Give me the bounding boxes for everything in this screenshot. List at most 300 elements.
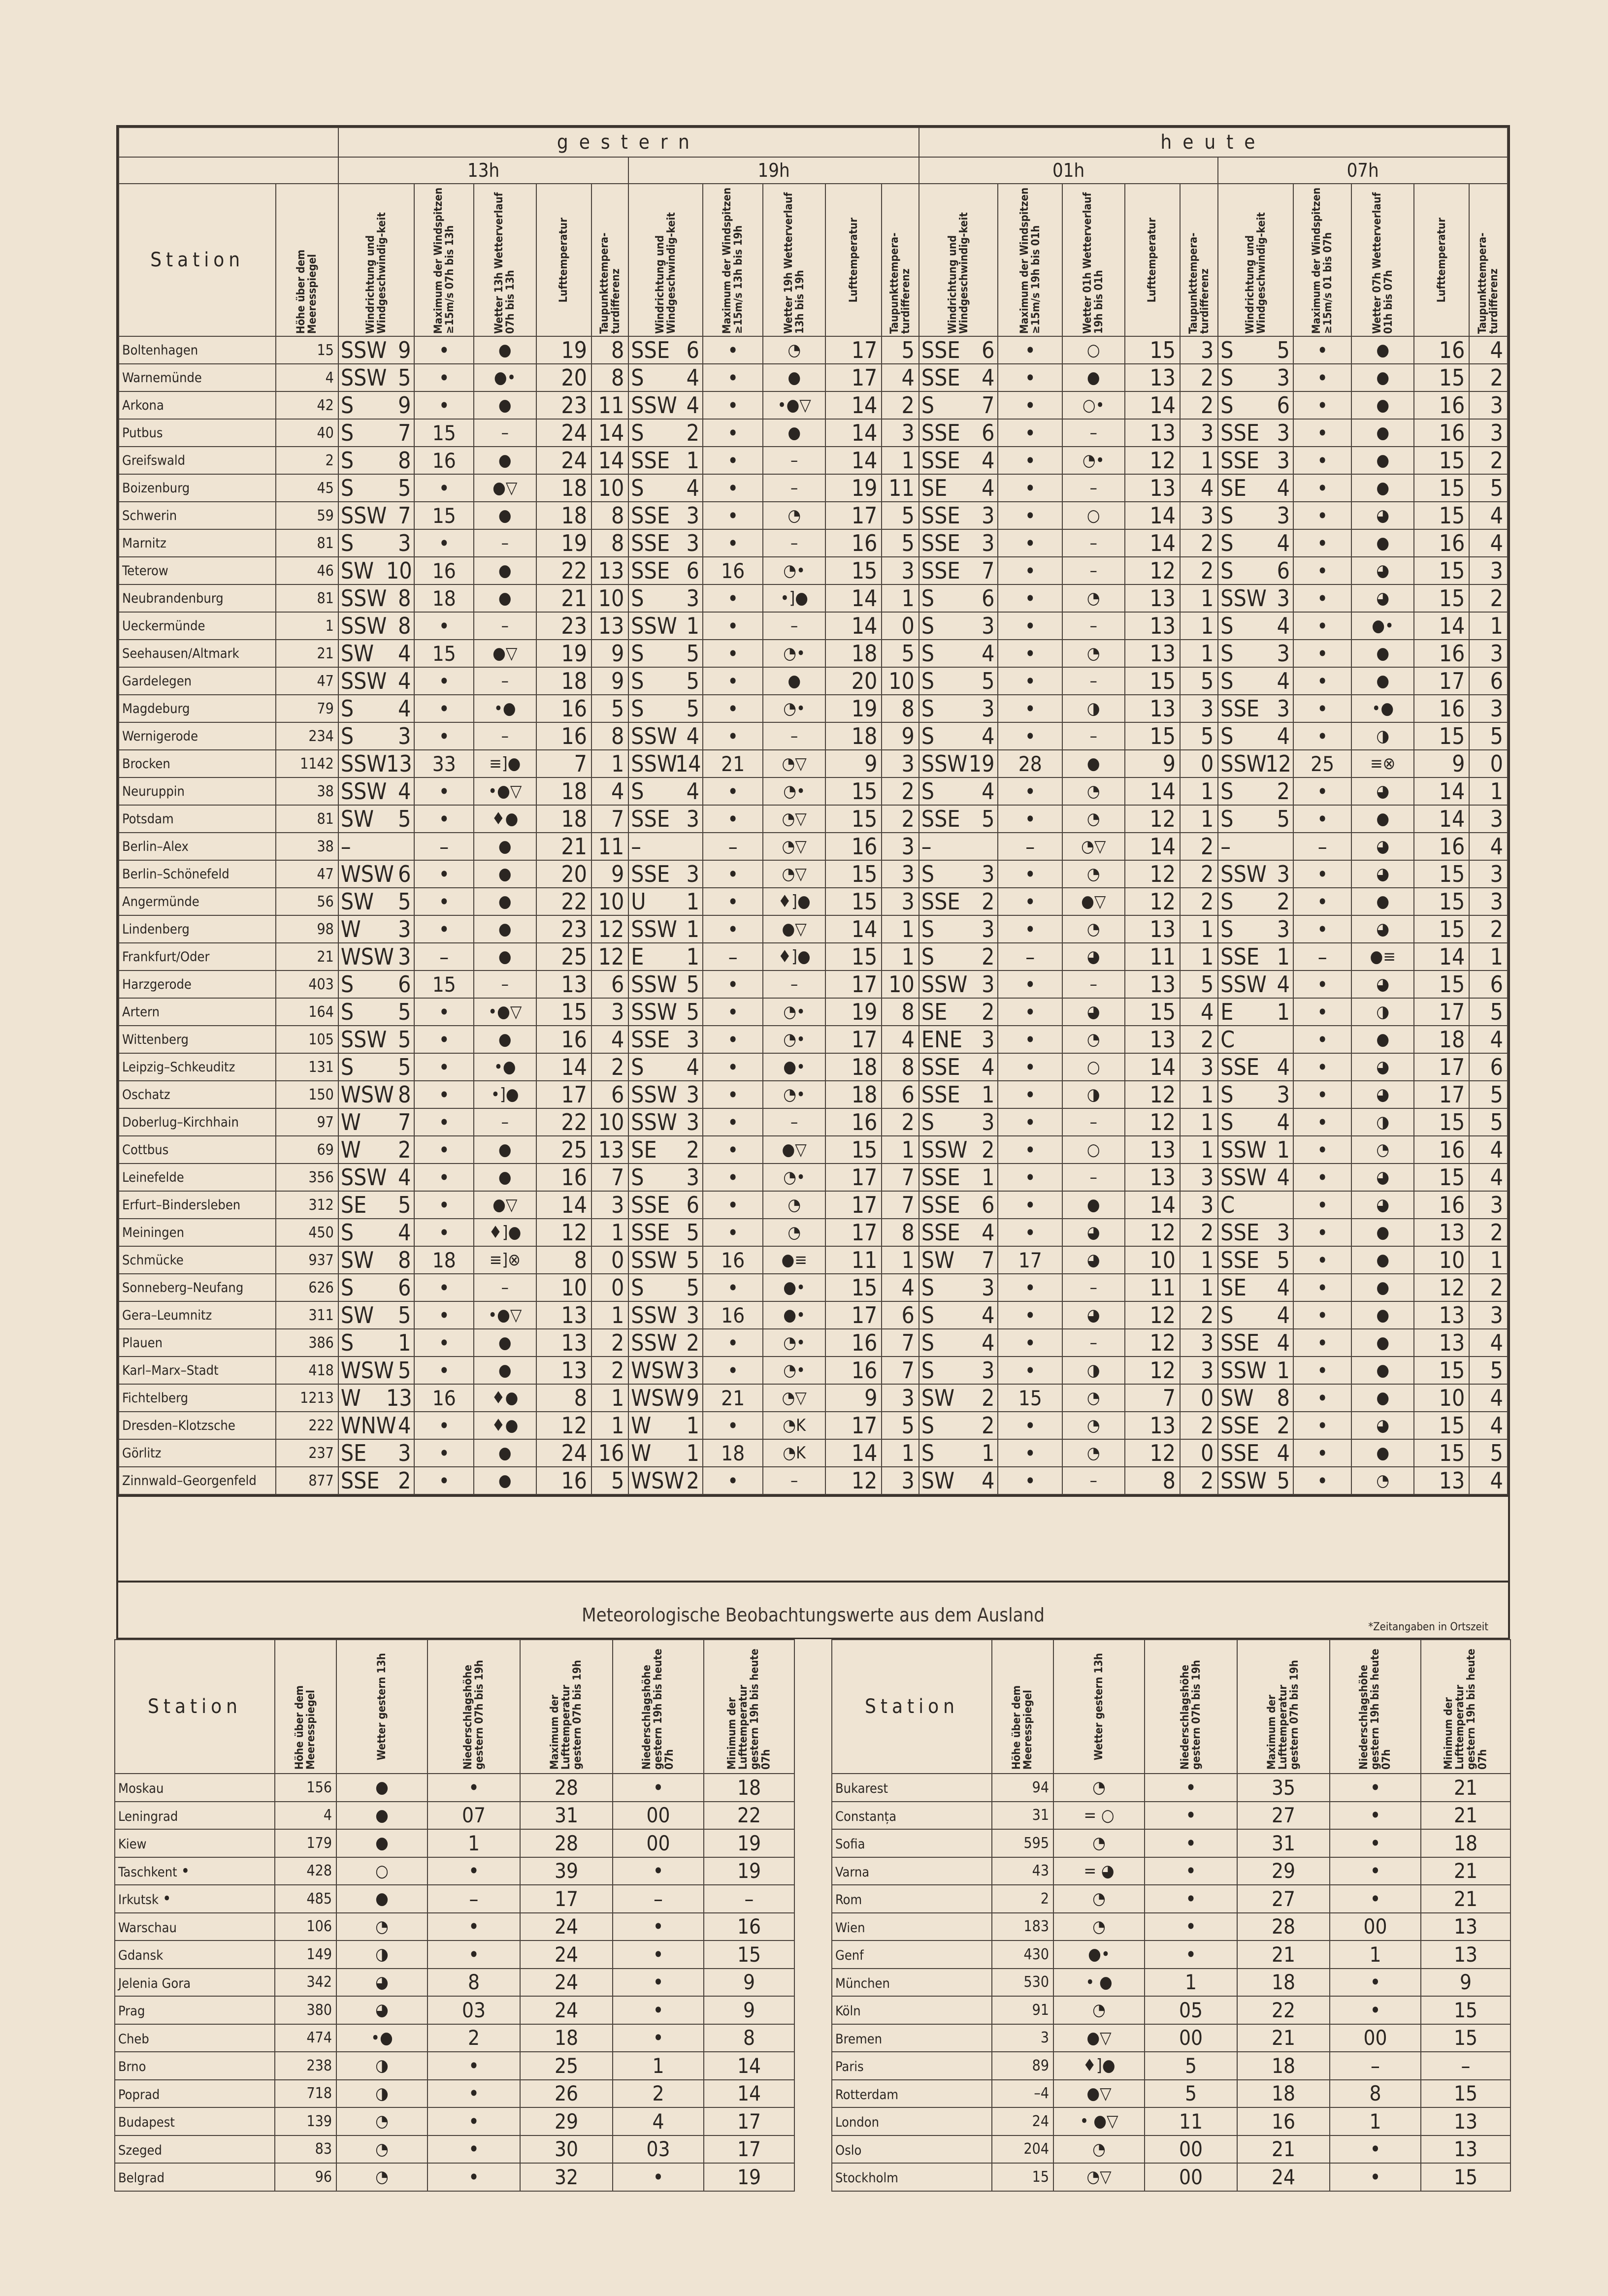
wind-19h: [628, 529, 703, 557]
foreign-precip-day: 11: [1145, 2107, 1237, 2135]
wind-01h: [919, 419, 998, 447]
foreign-min-temp: –: [704, 1885, 794, 1913]
temp-13h: 13: [536, 970, 591, 998]
wind-speed: 5: [1277, 806, 1290, 832]
dew-07h: 5: [1469, 1439, 1508, 1467]
foreign-weather: ●•: [1053, 1940, 1145, 1969]
wind-19h: [628, 1357, 703, 1384]
wind-direction: S: [921, 1357, 935, 1384]
wind-direction: SSW: [631, 916, 677, 942]
dew-01h: 5: [1180, 722, 1218, 750]
gust-01h: •: [998, 612, 1062, 640]
weather-13h: –: [474, 529, 536, 557]
wind-direction: S: [1220, 1302, 1234, 1328]
foreign-min-temp: 14: [704, 2052, 794, 2080]
station-height: 47: [276, 667, 338, 695]
weather-19h: ◔•: [763, 998, 825, 1026]
foreign-station-label: Constanța: [835, 1809, 897, 1824]
wind-direction: S: [1220, 778, 1234, 805]
temp-07h: 13: [1414, 1219, 1469, 1246]
wind-direction: S: [340, 420, 354, 446]
wind-speed: 3: [1277, 1219, 1290, 1246]
dew-19h: 3: [882, 833, 919, 860]
wind-direction: SSW: [340, 337, 387, 363]
dew-19h: 3: [882, 419, 919, 447]
wind-speed: 4: [686, 778, 699, 805]
gust-01h: –: [998, 943, 1062, 970]
wind-direction: S: [631, 475, 644, 501]
foreign-station-height: 96: [275, 2163, 336, 2191]
weather-07h: ●: [1351, 364, 1414, 391]
station-name: Sonneberg–Neufang: [119, 1274, 276, 1301]
foreign-precip-night: •: [613, 1969, 704, 1997]
temp-07h: 15: [1414, 1357, 1469, 1384]
wind-direction: S: [631, 1164, 644, 1191]
weather-13h: ♦●: [474, 1384, 536, 1412]
weather-01h: ●: [1062, 750, 1125, 777]
dew-01h: 1: [1180, 943, 1218, 970]
gust-01h: •: [998, 584, 1062, 612]
station-height: 237: [276, 1439, 338, 1467]
wind-07h: [1218, 1439, 1293, 1467]
temp-07h: 16: [1414, 529, 1469, 557]
foreign-station-label: Bremen: [835, 2031, 883, 2047]
wind-01h: [919, 998, 998, 1026]
foreign-weather: ◔: [336, 2163, 427, 2191]
foreign-station-name: [832, 2052, 992, 2080]
dew-13h: 1: [591, 1384, 628, 1412]
station-name: Berlin–Schönefeld: [119, 860, 276, 888]
gust-07h: •: [1293, 447, 1351, 474]
wind-speed: 7: [398, 502, 411, 529]
station-row: [119, 584, 1508, 612]
dew-07h: 4: [1469, 502, 1508, 529]
weather-19h: ◔•: [763, 695, 825, 722]
weather-07h: ●•: [1351, 612, 1414, 640]
weather-07h: ◕: [1351, 557, 1414, 584]
dew-19h: 9: [882, 722, 919, 750]
weather-07h: ◕: [1351, 584, 1414, 612]
foreign-station-header-2: Station: [832, 1640, 992, 1774]
foreign-weather: ●: [336, 1829, 427, 1857]
wind-13h: [338, 336, 415, 364]
wind-speed: 5: [398, 888, 411, 915]
wind-19h: [628, 750, 703, 777]
temp-13h: 25: [536, 1136, 591, 1164]
wind-direction: SSE: [921, 364, 960, 391]
weather-07h: ◕: [1351, 502, 1414, 529]
wind-direction: SW: [921, 1467, 954, 1494]
wind-direction: SSE: [921, 1192, 960, 1218]
gust-01h: •: [998, 915, 1062, 943]
temp-13h: 18: [536, 667, 591, 695]
temp-07h: 16: [1414, 391, 1469, 419]
wind-speed: 4: [1277, 530, 1290, 556]
station-name: Plauen: [119, 1329, 276, 1357]
wind-07h: [1218, 1108, 1293, 1136]
station-name: Cottbus: [119, 1136, 276, 1164]
wind-speed: 5: [398, 1192, 411, 1218]
station-height: 38: [276, 833, 338, 860]
foreign-station-label: Stockholm: [835, 2170, 898, 2186]
wind-direction: S: [1220, 668, 1234, 694]
wind-speed: 4: [1277, 971, 1290, 998]
gust-19h: •: [703, 1164, 763, 1191]
foreign-max-temp: 24: [520, 1913, 613, 1941]
foreign-precip-day: 1: [1145, 1969, 1237, 1997]
wind-07h: [1218, 1219, 1293, 1246]
weather-19h: ●▽: [763, 1136, 825, 1164]
station-height: 45: [276, 474, 338, 502]
dew-01h: 3: [1180, 1191, 1218, 1219]
weather-07h: ●: [1351, 336, 1414, 364]
wind-19h: [628, 1081, 703, 1108]
foreign-precip-day: 00: [1145, 2135, 1237, 2164]
wind-01h: [919, 529, 998, 557]
dew-13h: 16: [591, 1439, 628, 1467]
wind-speed: 6: [398, 971, 411, 998]
gust-19h-header: Maximum der Windspitzen ≥15m/s 13h bis 19h: [721, 187, 745, 334]
weather-07h: •●: [1351, 695, 1414, 722]
station-height: 626: [276, 1274, 338, 1301]
wind-direction: W: [340, 916, 361, 942]
gust-07h: •: [1293, 1301, 1351, 1329]
foreign-precip-night: •: [1330, 1829, 1421, 1857]
wind-direction: SSE: [1220, 1219, 1259, 1246]
foreign-station-label: Irkutsk: [118, 1892, 159, 1908]
station-name: Brocken: [119, 750, 276, 777]
station-height: 150: [276, 1081, 338, 1108]
wind-13h: [338, 1357, 415, 1384]
dew-07h: 6: [1469, 970, 1508, 998]
foreign-station-label: Brno: [118, 2059, 146, 2075]
wind-speed: 2: [982, 1412, 995, 1439]
wind-direction: SE: [340, 1192, 367, 1218]
wind-01h: [919, 860, 998, 888]
wind-direction: S: [631, 585, 644, 612]
wind-direction: SSW: [631, 1329, 677, 1356]
temp-07h: 13: [1414, 1301, 1469, 1329]
temp-19h: 15: [825, 943, 882, 970]
wind-07h: [1218, 1384, 1293, 1412]
dew-19h: 8: [882, 695, 919, 722]
gust-13h: •: [414, 1467, 474, 1494]
wind-direction: SW: [340, 806, 374, 832]
foreign-precip-day: –: [427, 1885, 520, 1913]
foreign-station-name: [832, 1940, 992, 1969]
station-row: [119, 364, 1508, 391]
foreign-station-height: 183: [992, 1913, 1053, 1941]
dew-19h: 10: [882, 667, 919, 695]
temp-13h: 14: [536, 1191, 591, 1219]
wind-speed: 7: [982, 1247, 995, 1273]
wind-01h: [919, 1439, 998, 1467]
gust-01h: •: [998, 1274, 1062, 1301]
temp-13h-header: Lufttemperatur: [558, 217, 570, 303]
foreign-min-temp: 17: [704, 2135, 794, 2164]
weather-13h: –: [474, 722, 536, 750]
weather-07h: ●: [1351, 447, 1414, 474]
dew-19h: 3: [882, 888, 919, 915]
wind-direction: S: [921, 585, 935, 612]
foreign-weather: = ○: [1053, 1802, 1145, 1830]
station-row: [119, 860, 1508, 888]
gust-13h: •: [414, 1274, 474, 1301]
weather-01h: ◑: [1062, 1081, 1125, 1108]
gust-13h: •: [414, 1081, 474, 1108]
wind-01h: [919, 943, 998, 970]
wind-direction: SSE: [921, 337, 960, 363]
dew-01h: 3: [1180, 502, 1218, 529]
gust-19h: •: [703, 584, 763, 612]
wind-13h: [338, 557, 415, 584]
foreign-station-height: 89: [992, 2052, 1053, 2080]
dew-19h: 0: [882, 612, 919, 640]
wind-speed: 5: [398, 806, 411, 832]
gust-19h: •: [703, 722, 763, 750]
wind-speed: 5: [982, 806, 995, 832]
dew-13h: 12: [591, 915, 628, 943]
temp-07h: 15: [1414, 722, 1469, 750]
weather-01h-header: Wetter 01h Wetterverlauf 19h bis 01h: [1082, 192, 1106, 334]
station-height: 81: [276, 584, 338, 612]
weather-19h: ◔: [763, 1191, 825, 1219]
foreign-max-temp: 24: [520, 1969, 613, 1997]
temp-07h: 15: [1414, 447, 1469, 474]
wind-19h: [628, 1246, 703, 1274]
weather-07h: ●: [1351, 888, 1414, 915]
weather-07h: ●: [1351, 1357, 1414, 1384]
wind-speed: 4: [1277, 1302, 1290, 1328]
wind-speed: 6: [982, 420, 995, 446]
dew-01h: 2: [1180, 1412, 1218, 1439]
foreign-precip-night: –: [613, 1885, 704, 1913]
wind-speed: 3: [686, 1081, 699, 1108]
temp-01h-header: Lufttemperatur: [1146, 217, 1159, 303]
weather-13h: ●: [474, 915, 536, 943]
temp-13h: 8: [536, 1246, 591, 1274]
dew-01h: 3: [1180, 1164, 1218, 1191]
temp-07h: 10: [1414, 1384, 1469, 1412]
weather-07h: ●: [1351, 640, 1414, 667]
temp-01h: 14: [1125, 777, 1180, 805]
gust-01h: •: [998, 447, 1062, 474]
temp-07h: 15: [1414, 1164, 1469, 1191]
dew-19h: 1: [882, 1439, 919, 1467]
foreign-weather: ◔: [1053, 1913, 1145, 1941]
weather-13h: ●: [474, 447, 536, 474]
gust-19h: •: [703, 640, 763, 667]
wind-19h: [628, 1136, 703, 1164]
foreign-station-label: Belgrad: [118, 2170, 165, 2186]
temp-07h: 10: [1414, 1246, 1469, 1274]
wind-01h: [919, 612, 998, 640]
wind-13h: [338, 1136, 415, 1164]
gust-19h: •: [703, 1274, 763, 1301]
dew-13h: 3: [591, 1191, 628, 1219]
foreign-weather: ◔: [1053, 1885, 1145, 1913]
gust-01h: •: [998, 805, 1062, 833]
dew-01h: 2: [1180, 391, 1218, 419]
gust-13h: •: [414, 1301, 474, 1329]
weather-19h: ●•: [763, 1053, 825, 1081]
weather-19h: ◔•: [763, 1329, 825, 1357]
gust-13h: •: [414, 1329, 474, 1357]
wind-direction: S: [631, 695, 644, 722]
dew-01h: 2: [1180, 833, 1218, 860]
foreign-weather: ◑: [336, 2080, 427, 2108]
weather-07h: ●: [1351, 1329, 1414, 1357]
weather-07h: ◕: [1351, 1412, 1414, 1439]
weather-19h: –: [763, 474, 825, 502]
wind-speed: 4: [398, 778, 411, 805]
foreign-weather: ◔: [336, 1913, 427, 1941]
weather-13h: ≡]●: [474, 750, 536, 777]
gust-01h: •: [998, 529, 1062, 557]
foreign-max-temp: 24: [520, 1940, 613, 1969]
temp-01h: 13: [1125, 640, 1180, 667]
foreign-min-temp: 21: [1421, 1885, 1510, 1913]
wind-19h-header: Windrichtung und Windgeschwindig-keit: [654, 212, 678, 334]
wind-direction: S: [1220, 502, 1234, 529]
foreign-max-temp: 24: [520, 1996, 613, 2024]
dew-01h: 4: [1180, 998, 1218, 1026]
gust-19h: •: [703, 1467, 763, 1494]
station-name: Teterow: [119, 557, 276, 584]
wind-speed: 1: [686, 613, 699, 639]
dew-13h: 13: [591, 612, 628, 640]
foreign-min-temp: 17: [704, 2107, 794, 2135]
wind-07h: [1218, 1026, 1293, 1053]
wind-01h: [919, 1246, 998, 1274]
foreign-station-row: [832, 1996, 1510, 2024]
weather-13h: ●▽: [474, 1191, 536, 1219]
weather-19h: –: [763, 1108, 825, 1136]
gust-01h: •: [998, 1439, 1062, 1467]
wind-07h: [1218, 777, 1293, 805]
foreign-station-marker: •: [162, 1889, 171, 1909]
weather-07h: ◕: [1351, 1081, 1414, 1108]
temp-01h: 8: [1125, 1467, 1180, 1494]
foreign-min-temp: 19: [704, 2163, 794, 2191]
foreign-station-name: [832, 1857, 992, 1885]
gust-07h: –: [1293, 833, 1351, 860]
foreign-precip-day: •: [1145, 1774, 1237, 1802]
gust-01h: •: [998, 1026, 1062, 1053]
weather-01h: –: [1062, 612, 1125, 640]
foreign-precip-night: 00: [1330, 1913, 1421, 1941]
temp-01h: 12: [1125, 1329, 1180, 1357]
wind-direction: S: [631, 640, 644, 667]
foreign-station-name: [115, 2024, 275, 2052]
wind-01h: [919, 447, 998, 474]
station-row: [119, 667, 1508, 695]
weather-01h: –: [1062, 1274, 1125, 1301]
gust-13h: –: [414, 833, 474, 860]
header-01h: 01h: [919, 157, 1218, 184]
gust-19h: •: [703, 1219, 763, 1246]
wind-speed: 4: [1277, 1329, 1290, 1356]
foreign-precip-night: •: [1330, 1802, 1421, 1830]
foreign-min-temp: 15: [1421, 2163, 1510, 2191]
foreign-max-temp: 28: [520, 1829, 613, 1857]
dew-01h: 3: [1180, 1329, 1218, 1357]
wind-speed: 5: [398, 1054, 411, 1080]
wind-speed: 3: [982, 530, 995, 556]
wind-speed: 2: [1277, 778, 1290, 805]
gust-07h: •: [1293, 1219, 1351, 1246]
dew-07h: 1: [1469, 943, 1508, 970]
wind-07h: [1218, 1357, 1293, 1384]
foreign-station-name: [115, 1829, 275, 1857]
foreign-precip-day: 07: [427, 1802, 520, 1830]
dew-01h: 1: [1180, 1246, 1218, 1274]
station-name: Fichtelberg: [119, 1384, 276, 1412]
foreign-precip-day: •: [427, 1913, 520, 1941]
wind-direction: SSE: [631, 530, 670, 556]
wind-direction: S: [1220, 557, 1234, 584]
wind-speed: 8: [398, 585, 411, 612]
foreign-station-row: [832, 1802, 1510, 1830]
wind-19h: [628, 391, 703, 419]
gust-01h: •: [998, 419, 1062, 447]
wind-direction: SSW: [1220, 1164, 1267, 1191]
temp-01h: 14: [1125, 502, 1180, 529]
foreign-max-temp: 25: [520, 2052, 613, 2080]
wind-direction: SSW: [1220, 1357, 1267, 1384]
foreign-min-temp: –: [1421, 2052, 1510, 2080]
wind-direction: SSE: [921, 1219, 960, 1246]
wind-direction: SSE: [921, 1054, 960, 1080]
weather-01h: –: [1062, 1329, 1125, 1357]
wind-speed: 1: [686, 888, 699, 915]
foreign-precip-night: 00: [1330, 2024, 1421, 2052]
wind-direction: SSE: [1220, 447, 1259, 474]
station-name: Wittenberg: [119, 1026, 276, 1053]
temp-13h: 20: [536, 860, 591, 888]
dew-01h: 1: [1180, 1274, 1218, 1301]
weather-07h: ●: [1351, 1274, 1414, 1301]
wind-direction: SSE: [631, 557, 670, 584]
foreign-precip-night: •: [1330, 2135, 1421, 2164]
dew-07h: 3: [1469, 805, 1508, 833]
temp-19h: 19: [825, 998, 882, 1026]
foreign-precip-night: •: [613, 2024, 704, 2052]
station-name: Dresden–Klotzsche: [119, 1412, 276, 1439]
weather-13h: ●: [474, 1467, 536, 1494]
temp-19h: 14: [825, 1439, 882, 1467]
station-name: Zinnwald–Georgenfeld: [119, 1467, 276, 1494]
wind-07h: [1218, 529, 1293, 557]
gust-19h: •: [703, 777, 763, 805]
foreign-station-row: [115, 2052, 794, 2080]
gust-01h: 17: [998, 1246, 1062, 1274]
gust-01h: •: [998, 640, 1062, 667]
gust-07h: •: [1293, 1191, 1351, 1219]
foreign-station-row: [115, 2024, 794, 2052]
wind-direction: SSE: [631, 806, 670, 832]
wind-speed: 6: [1277, 557, 1290, 584]
wind-13h: [338, 447, 415, 474]
dew-19h: 6: [882, 1301, 919, 1329]
wind-direction: S: [1220, 916, 1234, 942]
foreign-station-height: –4: [992, 2080, 1053, 2108]
temp-19h: 16: [825, 1108, 882, 1136]
wind-07h: [1218, 1329, 1293, 1357]
weather-01h: ●: [1062, 1191, 1125, 1219]
wind-speed: 6: [686, 557, 699, 584]
wind-13h: [338, 419, 415, 447]
